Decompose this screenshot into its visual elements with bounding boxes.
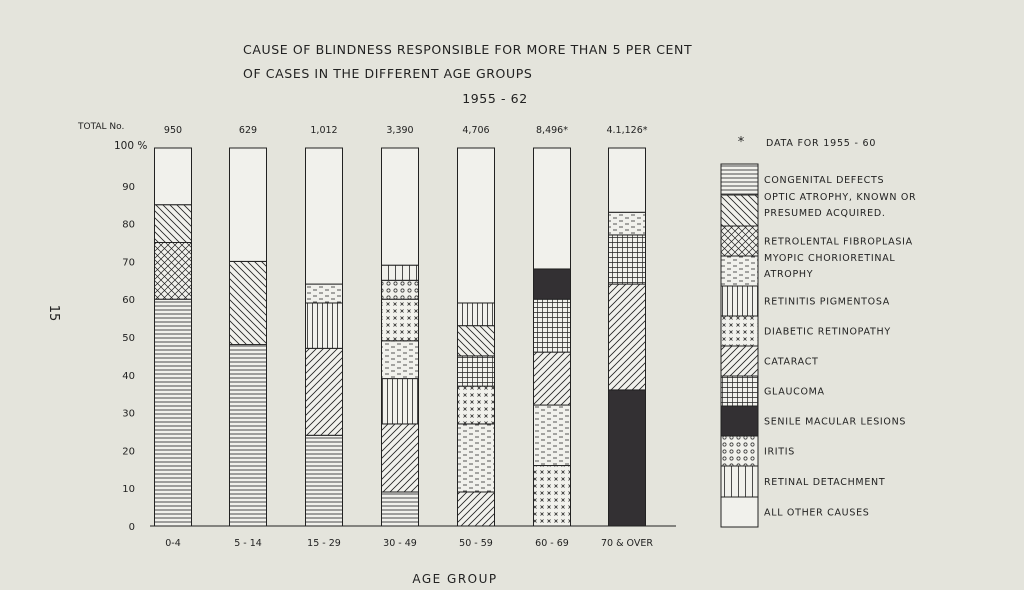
legend-label: ATROPHY [764,269,814,280]
x-tick-label: 70 & OVER [601,538,653,549]
bar-segment [155,205,192,243]
column-total: 3,390 [386,125,414,136]
legend-label: ALL OTHER CAUSES [764,507,870,519]
bar-segment [382,492,419,526]
legend-label: GLAUCOMA [764,386,825,398]
y-tick-label: 10 [122,484,135,496]
bar-segment [230,148,267,261]
legend-swatch [721,316,758,346]
column-total: 629 [238,125,258,136]
bar-segment [458,356,495,386]
bar-segment [382,299,419,341]
column-total: 950 [163,125,183,136]
y-axis-top-label: 100 % [114,140,148,152]
x-tick-label: 50 - 59 [459,538,493,549]
x-tick-label: 60 - 69 [535,538,569,549]
legend-label: CONGENITAL DEFECTS [764,175,885,186]
column-total: 4,706 [462,125,490,136]
bar-segment [382,265,419,280]
bar-column [534,148,571,526]
legend-swatch [721,466,758,497]
x-tick-label: 30 - 49 [383,538,417,549]
x-axis-categories [165,538,653,549]
y-tick-label: 80 [122,219,135,231]
chart-subtitle: 1955 - 62 [462,91,528,106]
bar-segment [306,348,343,435]
y-tick-label: 50 [122,333,135,344]
legend-label: IRITIS [764,446,796,458]
bar-segment [458,492,495,526]
y-tick-label: 90 [122,181,135,193]
bar-segment [609,212,646,235]
y-tick-label: 40 [122,370,135,382]
footnote-mark: * [737,135,745,150]
x-axis-label: AGE GROUP [412,572,498,586]
chart-title-line1: CAUSE OF BLINDNESS RESPONSIBLE FOR MORE THAN 5 PER CENT [243,42,693,57]
bar-segment [382,341,419,379]
bar-column [155,148,192,526]
column-total: 4.1,126* [606,125,648,136]
x-tick-label: 5 - 14 [234,538,262,549]
legend-swatch [721,497,758,527]
bar-segment [382,280,419,299]
legend-swatch [721,376,758,406]
column-total: 8,496* [536,125,568,136]
bar-segment [609,148,646,212]
bar-segment [609,284,646,390]
bar-column [230,148,267,526]
footnote-text: DATA FOR 1955 - 60 [766,138,877,149]
legend-swatch [721,256,758,286]
legend-label: CATARACT [764,356,819,368]
legend-swatch [721,286,758,316]
y-tick-label: 70 [122,257,135,269]
bar-segment [382,379,419,424]
y-tick-label: 0 [128,522,135,533]
bar-segment [534,148,571,269]
y-tick-label: 30 [122,408,135,420]
totals-label: TOTAL No. [78,122,125,132]
bar-segment [155,243,192,300]
legend-label: PRESUMED ACQUIRED. [764,208,886,219]
bar-segment [458,326,495,356]
bar-column [458,148,495,526]
legend-swatch [721,406,758,436]
x-tick-label: 0-4 [165,538,181,549]
bar-segment [534,405,571,465]
legend-swatch [721,195,758,226]
bar-segment [306,303,343,348]
bar-segment [306,284,343,303]
bar-segment [458,386,495,424]
column-total: 1,012 [310,125,338,136]
legend-label: DIABETIC RETINOPATHY [764,326,891,338]
legend-label: OPTIC ATROPHY, KNOWN OR [764,192,917,203]
x-tick-label: 15 - 29 [307,538,341,549]
y-tick-label: 20 [122,446,135,458]
legend-label: MYOPIC CHORIORETINAL [764,253,896,264]
bar-segment [458,424,495,492]
legend-swatch [721,346,758,376]
bar-segment [458,303,495,326]
bar-segment [534,466,571,526]
bar-segment [382,148,419,265]
bar-segment [306,435,343,526]
legend-label: SENILE MACULAR LESIONS [764,416,907,428]
legend-label: RETINITIS PIGMENTOSA [764,296,890,308]
bar-segment [534,299,571,352]
bar-segment [155,299,192,526]
bar-segment [306,148,343,284]
bar-column [382,148,419,526]
bar-column [609,148,646,526]
bar-segment [609,390,646,526]
bar-segment [534,269,571,299]
bar-segment [458,148,495,303]
bar-segment [230,345,267,526]
column-totals [164,125,648,136]
bar-segment [534,352,571,405]
legend-swatch [721,226,758,256]
chart-title-line2: OF CASES IN THE DIFFERENT AGE GROUPS [243,66,533,81]
stacked-bars [155,148,646,526]
bar-segment [230,261,267,344]
bar-segment [155,148,192,205]
bar-segment [382,424,419,492]
bar-column [306,148,343,526]
legend-label: RETINAL DETACHMENT [764,477,886,488]
legend-swatch [721,436,758,466]
page-number: 15 [46,304,61,322]
legend [721,164,916,527]
bar-segment [609,235,646,284]
y-tick-label: 60 [122,295,135,307]
legend-swatch [721,164,758,195]
y-axis-ticks [122,182,135,533]
legend-label: RETROLENTAL FIBROPLASIA [764,236,913,248]
